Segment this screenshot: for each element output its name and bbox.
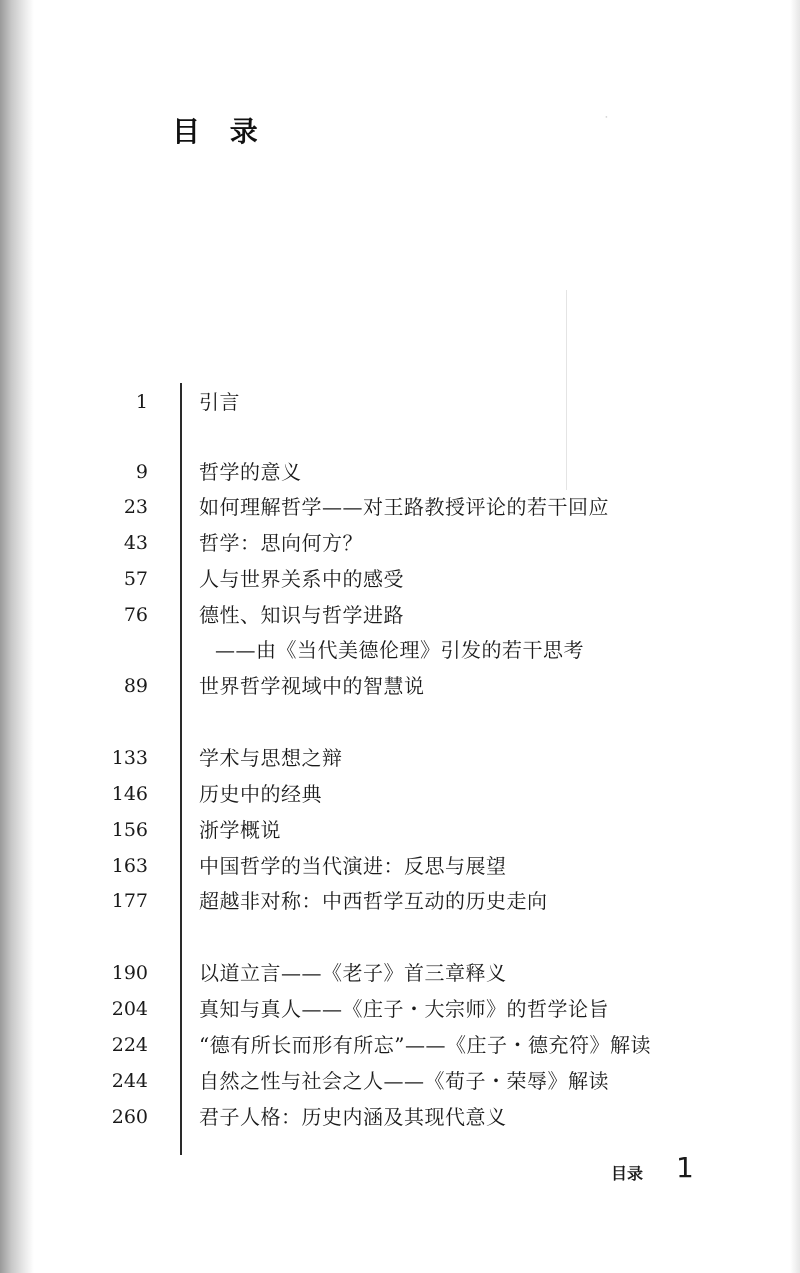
toc-entry[interactable] (0, 850, 800, 882)
toc-entry[interactable] (0, 885, 800, 917)
toc-entry[interactable] (0, 1065, 800, 1097)
toc-entry-title: “德有所长而形有所忘”——《庄子・德充符》解读 (199, 1033, 651, 1057)
toc-page-number: 190 (111, 962, 148, 984)
toc-entry-title: 人与世界关系中的感受 (199, 567, 404, 591)
toc-entry-title: 自然之性与社会之人——《荀子・荣辱》解读 (199, 1069, 609, 1093)
toc-entry-title: 以道立言——《老子》首三章释义 (199, 961, 507, 985)
toc-entry[interactable] (0, 563, 800, 595)
toc-entry[interactable] (0, 778, 800, 810)
toc-entry-title: 哲学：思向何方？ (199, 531, 363, 555)
toc-page-number: 57 (123, 568, 148, 590)
toc-entry-title: 学术与思想之辩 (199, 746, 343, 770)
toc-entry-subtitle (0, 634, 800, 666)
toc-entry-title: 世界哲学视域中的智慧说 (199, 674, 425, 698)
toc-page-number: 163 (111, 855, 148, 877)
toc-entry[interactable] (0, 527, 800, 559)
toc-page-number: 9 (135, 461, 148, 483)
toc-entry-title: 真知与真人——《庄子・大宗师》的哲学论旨 (199, 997, 609, 1021)
toc-entry-title: 君子人格：历史内涵及其现代意义 (199, 1105, 507, 1129)
toc-entry[interactable] (0, 993, 800, 1025)
toc-page-number: 146 (111, 783, 148, 805)
toc-entry[interactable] (0, 386, 800, 418)
toc-entry[interactable] (0, 1101, 800, 1133)
toc-page-number: 177 (111, 890, 148, 912)
folio-page-number: 1 (676, 1151, 694, 1184)
toc-entry[interactable] (0, 957, 800, 989)
toc-entry[interactable] (0, 491, 800, 523)
running-footer-label: 目录 (611, 1164, 644, 1183)
toc-entry-title: 浙学概说 (199, 818, 281, 842)
toc-entry-title: 引言 (199, 390, 240, 414)
toc-entry[interactable] (0, 742, 800, 774)
toc-page-number: 244 (111, 1070, 148, 1092)
toc-entry-subtitle-text: ——由《当代美德伦理》引发的若干思考 (215, 638, 584, 662)
page-title: 目 录 (172, 115, 268, 148)
show-through-mark: ․ (604, 112, 609, 128)
toc-page-number: 76 (123, 604, 148, 626)
toc-page-number: 260 (111, 1106, 148, 1128)
toc-page-number: 156 (111, 819, 148, 841)
toc-page-number: 23 (123, 496, 148, 518)
toc-page-number: 43 (123, 532, 148, 554)
toc-page-number: 89 (123, 675, 148, 697)
toc-entry[interactable] (0, 1029, 800, 1061)
toc-page-number: 133 (111, 747, 148, 769)
toc-entry[interactable] (0, 814, 800, 846)
toc-page-number: 204 (111, 998, 148, 1020)
toc-entry[interactable] (0, 670, 800, 702)
toc-entry[interactable] (0, 456, 800, 488)
toc-entry-title: 历史中的经典 (199, 782, 322, 806)
toc-entry[interactable] (0, 599, 800, 631)
toc-page-number: 224 (111, 1034, 148, 1056)
toc-entry-title: 中国哲学的当代演进：反思与展望 (199, 854, 507, 878)
toc-entry-title: 如何理解哲学——对王路教授评论的若干回应 (199, 495, 609, 519)
toc-entry-title: 哲学的意义 (199, 460, 302, 484)
toc-entry-title: 德性、知识与哲学进路 (199, 603, 404, 627)
toc-page-number: 1 (135, 391, 148, 413)
toc-entry-title: 超越非对称：中西哲学互动的历史走向 (199, 889, 548, 913)
